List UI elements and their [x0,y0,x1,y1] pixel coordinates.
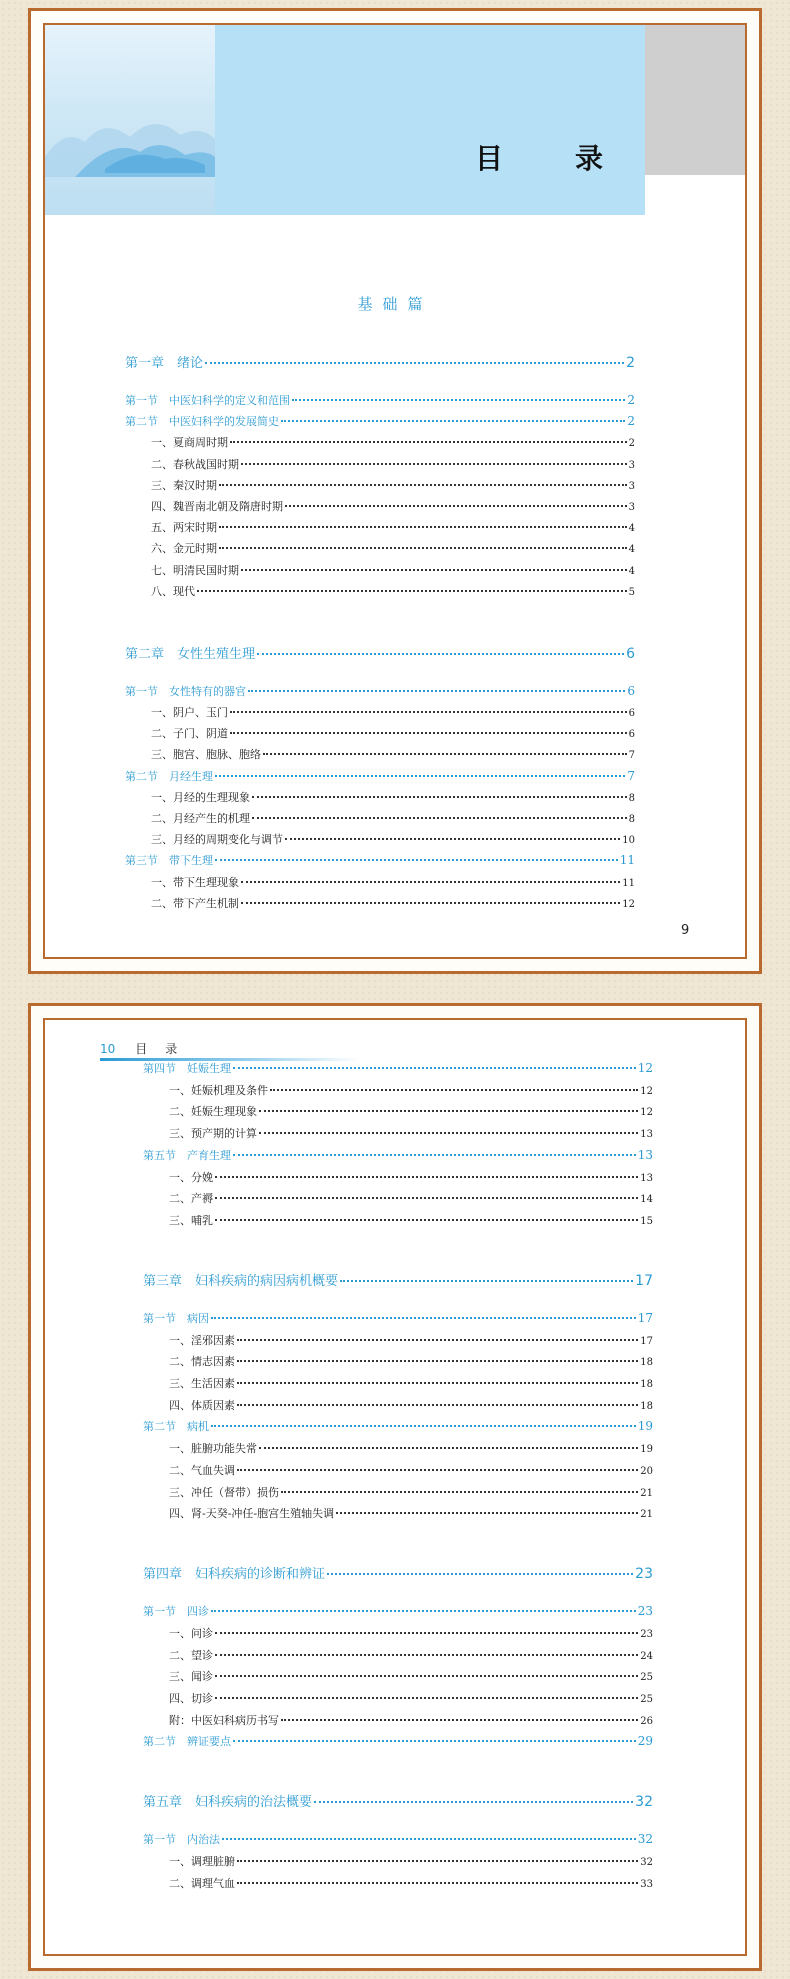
toc-item-row[interactable] [151,831,635,851]
toc-entry-page: 8 [628,814,635,825]
toc-leader-dots [252,817,627,819]
toc-section-row[interactable] [125,768,635,788]
toc-entry-label: 三、哺乳 [169,1213,213,1227]
toc-entry-label: 二、带下产生机制 [151,896,239,910]
toc-leader-dots [237,1360,638,1362]
toc-chapter-row[interactable] [125,352,635,372]
toc-section-row[interactable] [143,1310,653,1330]
toc-entry-page: 18 [640,1400,653,1412]
toc-leader-dots [219,547,627,549]
toc-leader-dots [252,796,627,798]
toc-item-row[interactable] [151,704,635,724]
toc-item-row[interactable] [151,810,635,830]
toc-page-2-inner [43,1018,747,1956]
toc-section-row[interactable] [125,683,635,703]
toc-leader-dots [259,1110,638,1112]
toc-item-row[interactable] [169,1190,653,1210]
running-header [100,1040,195,1057]
toc-entry-page: 21 [640,1487,653,1499]
toc-entry-page: 10 [622,835,635,847]
toc-entry-label: 第三节 带下生理 [125,854,213,868]
toc-leader-dots [233,1067,636,1069]
toc-page-1-inner [43,23,747,959]
toc-entry-page: 4 [628,523,635,535]
toc-entry-page: 6 [628,729,635,741]
toc-entry-page: 12 [640,1107,653,1119]
toc-leader-dots [248,690,625,692]
toc-entry-label: 八、现代 [151,584,195,598]
toc-entry-page: 11 [622,877,635,889]
page-number: 9 [681,923,690,938]
toc-entry-label: 二、望诊 [169,1648,213,1662]
toc-entry-page: 26 [640,1715,653,1727]
toc-entry-label: 第五节 产育生理 [143,1148,231,1162]
toc-entry-label: 第二节 中医妇科学的发展简史 [125,415,279,429]
toc-item-row[interactable] [169,1125,653,1145]
toc-entry-page: 3 [628,459,635,471]
toc-entry-label: 三、秦汉时期 [151,478,217,492]
toc-entry-label: 第二节 辨证要点 [143,1735,231,1749]
toc-entry-page: 18 [640,1357,653,1369]
toc-entry-page: 2 [628,438,635,450]
toc-leader-dots [215,1197,638,1199]
toc-leader-dots [219,526,627,528]
toc-entry-label: 一、分娩 [169,1170,213,1184]
toc-section-row[interactable] [143,1147,653,1167]
toc-leader-dots [237,1882,638,1884]
toc-item-row[interactable] [151,540,635,560]
toc-leader-dots [230,441,627,443]
toc-item-row[interactable] [151,789,635,809]
toc-entry-label: 三、生活因素 [169,1377,235,1390]
toc-leader-dots [230,732,627,734]
toc-entry-label: 三、冲任（督带）损伤 [169,1485,279,1499]
toc-leader-dots [292,399,625,401]
toc-entry-label: 六、金元时期 [151,542,217,556]
toc-entry-label: 第一节 中医妇科学的定义和范围 [125,394,290,407]
toc-entry-page: 3 [628,480,635,492]
toc-item-row[interactable] [169,1875,653,1895]
toc-leader-dots [237,1469,638,1471]
toc-section-row[interactable] [125,852,635,872]
page-title: 目 录 [475,142,626,175]
landscape-illustration [45,25,215,215]
toc-entry-label: 一、问诊 [169,1626,213,1640]
toc-section-row[interactable] [125,392,635,412]
toc-entry-page: 23 [637,1604,653,1619]
toc-entry-page: 11 [619,853,635,868]
toc-entry-page: 18 [640,1379,653,1390]
toc-entry-page: 6 [628,708,635,719]
toc-leader-dots [215,1654,638,1656]
toc-item-row[interactable] [169,1690,653,1710]
toc-entry-label: 一、淫邪因素 [169,1333,235,1347]
toc-section-row[interactable] [143,1831,653,1851]
toc-entry-page: 25 [640,1672,653,1684]
toc-entry-page: 3 [628,502,635,513]
toc-entry-label: 第三章 妇科疾病的病因病机概要 [143,1273,339,1289]
toc-entry-label: 一、妊娠机理及条件 [169,1083,268,1097]
toc-item-row[interactable] [169,1668,653,1688]
toc-leader-dots [259,1447,638,1449]
toc-leader-dots [215,1697,638,1699]
toc-leader-dots [241,463,627,465]
toc-entry-page: 20 [640,1465,653,1477]
toc-entry-label: 四、魏晋南北朝及隋唐时期 [151,500,283,513]
toc-leader-dots [241,569,627,571]
toc-entry-page: 19 [640,1444,653,1456]
toc-entry-page: 13 [637,1147,653,1162]
toc-item-row[interactable] [151,725,635,745]
toc-entry-page: 32 [640,1857,653,1869]
toc-leader-dots [340,1280,633,1282]
toc-item-row[interactable] [169,1353,653,1373]
toc-leader-dots [259,1132,638,1134]
toc-leader-dots [285,505,627,507]
toc-entry-label: 三、胞宫、胞脉、胞络 [151,748,261,762]
toc-leader-dots [263,753,627,755]
toc-section-row[interactable] [143,1603,653,1623]
toc-section-row[interactable] [125,413,635,433]
toc-chapter-row[interactable] [143,1791,653,1811]
toc-entry-label: 二、月经产生的机理 [151,812,250,825]
toc-entry-label: 二、子门、阴道 [151,727,228,741]
toc-item-row[interactable] [169,1853,653,1873]
toc-entry-page: 13 [640,1129,653,1141]
toc-entry-label: 二、产褥 [169,1192,213,1206]
toc-item-row[interactable] [169,1484,653,1504]
toc-entry-page: 4 [628,544,635,556]
toc-leader-dots [281,420,625,422]
toc-entry-page: 21 [640,1509,653,1521]
toc-entry-label: 二、气血失调 [169,1463,235,1477]
toc-leader-dots [215,775,625,777]
toc-item-row[interactable] [169,1375,653,1395]
toc-entry-label: 四、切诊 [169,1692,213,1705]
toc-leader-dots [241,902,620,904]
toc-entry-page: 24 [640,1650,653,1662]
toc-leader-dots [237,1404,638,1406]
toc-entry-page: 32 [637,1832,653,1847]
toc-chapter-row[interactable] [143,1270,653,1290]
toc-entry-page: 6 [627,683,635,698]
toc-entry-page: 4 [628,565,635,577]
toc-item-row[interactable] [151,562,635,582]
toc-entry-page: 33 [640,1878,653,1890]
toc-leader-dots [233,1740,636,1742]
toc-entry-page: 7 [628,750,635,762]
toc-page-2 [28,1003,762,1971]
toc-entry-label: 第一节 病因 [143,1311,209,1325]
toc-item-row[interactable] [151,434,635,454]
toc-leader-dots [327,1573,633,1575]
toc-chapter-row[interactable] [125,643,635,663]
toc-leader-dots [205,362,624,364]
toc-leader-dots [285,838,620,840]
toc-leader-dots [197,590,627,592]
toc-entry-label: 三、闻诊 [169,1670,213,1684]
toc-entry-label: 附：中医妇科病历书写 [169,1713,279,1727]
toc-item-row[interactable] [169,1625,653,1645]
toc-item-row[interactable] [169,1505,653,1525]
toc-item-row[interactable] [169,1462,653,1482]
toc-item-row[interactable] [151,477,635,497]
toc-leader-dots [222,1838,636,1840]
toc-leader-dots [281,1491,638,1493]
toc-item-row[interactable] [151,498,635,518]
toc-item-row[interactable] [169,1212,653,1232]
toc-entry-label: 一、月经的生理现象 [151,790,250,804]
toc-entry-label: 五、两宋时期 [151,521,217,535]
toc-leader-dots [215,1219,638,1221]
toc-leader-dots [215,1675,638,1677]
toc-leader-dots [237,1860,638,1862]
toc-entry-page: 5 [628,586,635,598]
toc-leader-dots [233,1154,636,1156]
toc-leader-dots [241,881,620,883]
toc-entry-label: 三、预产期的计算 [169,1127,257,1141]
toc-entry-label: 第一节 女性特有的器官 [125,684,246,698]
toc-item-row[interactable] [169,1332,653,1352]
toc-item-row[interactable] [169,1647,653,1667]
toc-item-row[interactable] [151,519,635,539]
toc-entry-page: 2 [627,414,635,429]
toc-entry-page: 6 [626,645,635,662]
toc-entry-label: 第四节 妊娠生理 [143,1062,231,1075]
toc-entry-page: 12 [640,1085,653,1097]
toc-leader-dots [257,653,624,655]
toc-entry-label: 二、调理气血 [169,1876,235,1890]
toc-entry-label: 四、体质因素 [169,1398,235,1412]
toc-leader-dots [211,1610,636,1612]
toc-entry-label: 一、脏腑功能失常 [169,1442,257,1456]
toc-item-row[interactable] [151,895,635,915]
toc-entry-label: 第二节 病机 [143,1420,209,1434]
header-banner [215,25,645,215]
toc-entry-page: 32 [635,1794,653,1811]
toc-entry-label: 四、肾-天癸-冲任-胞宫生殖轴失调 [169,1507,335,1521]
toc-item-row[interactable] [151,746,635,766]
toc-entry-label: 第一节 四诊 [143,1605,209,1619]
toc-leader-dots [270,1089,638,1091]
toc-entry-label: 第二节 月经生理 [125,769,213,783]
toc-leader-dots [219,484,627,486]
toc-entry-page: 2 [627,393,635,407]
header-banner-accent [645,25,745,175]
toc-entry-page: 17 [640,1335,653,1347]
toc-leader-dots [211,1317,636,1319]
toc-entry-page: 12 [637,1061,653,1075]
toc-entry-label: 第一章 绪论 [125,356,204,371]
toc-section-row[interactable] [143,1060,653,1080]
toc-item-row[interactable] [151,874,635,894]
toc-entry-page: 13 [640,1172,653,1184]
toc-entry-page: 17 [635,1272,653,1289]
toc-section-row[interactable] [143,1733,653,1753]
toc-entry-page: 7 [627,768,635,783]
toc-entry-label: 七、明清民国时期 [151,563,239,577]
toc-leader-dots [314,1801,633,1803]
toc-entry-label: 第一节 内治法 [143,1833,220,1847]
toc-entry-page: 2 [626,355,635,371]
running-header-number: 10 [100,1042,116,1056]
toc-entry-page: 23 [640,1628,653,1640]
toc-entry-label: 二、妊娠生理现象 [169,1105,257,1119]
toc-item-row[interactable] [169,1103,653,1123]
toc-entry-label: 一、调理脏腑 [169,1855,235,1869]
toc-item-row[interactable] [169,1712,653,1732]
toc-item-row[interactable] [169,1169,653,1189]
running-header-title: 目录 [135,1042,196,1056]
toc-entry-label: 二、情志因素 [169,1355,235,1369]
toc-entry-page: 12 [622,898,635,910]
toc-entry-page: 14 [640,1194,653,1206]
toc-entry-label: 三、月经的周期变化与调节 [151,833,283,847]
toc-entry-label: 第五章 妇科疾病的治法概要 [143,1795,313,1811]
toc-entry-label: 第四章 妇科疾病的诊断和辨证 [143,1567,326,1583]
toc-item-row[interactable] [151,456,635,476]
toc-entry-page: 8 [628,792,635,804]
toc-item-row[interactable] [151,583,635,603]
toc-section-row[interactable] [143,1418,653,1438]
toc-entry-label: 二、春秋战国时期 [151,457,239,471]
toc-entry-label: 一、夏商周时期 [151,436,228,450]
toc-entry-page: 23 [635,1566,653,1583]
toc-entry-page: 17 [637,1310,653,1325]
toc-entry-page: 25 [640,1694,653,1705]
toc-leader-dots [230,711,627,713]
toc-leader-dots [215,859,618,861]
toc-entry-page: 29 [637,1734,653,1749]
toc-leader-dots [281,1719,638,1721]
toc-item-row[interactable] [169,1082,653,1102]
toc-item-row[interactable] [169,1397,653,1417]
toc-entry-page: 15 [640,1215,653,1227]
toc-entry-page: 19 [637,1419,653,1434]
toc-leader-dots [336,1512,638,1514]
toc-item-row[interactable] [169,1440,653,1460]
toc-leader-dots [215,1176,638,1178]
toc-leader-dots [215,1632,638,1634]
toc-entry-label: 一、阴户、玉门 [151,706,228,719]
toc-entry-label: 一、带下生理现象 [151,875,239,889]
toc-entry-label: 第二章 女性生殖生理 [125,646,256,662]
toc-leader-dots [211,1425,636,1427]
toc-leader-dots [237,1339,638,1341]
mountain-icon [45,97,215,177]
toc-chapter-row[interactable] [143,1563,653,1583]
toc-page-1 [28,8,762,974]
part-title: 基础篇 [357,295,433,313]
toc-leader-dots [237,1382,638,1384]
